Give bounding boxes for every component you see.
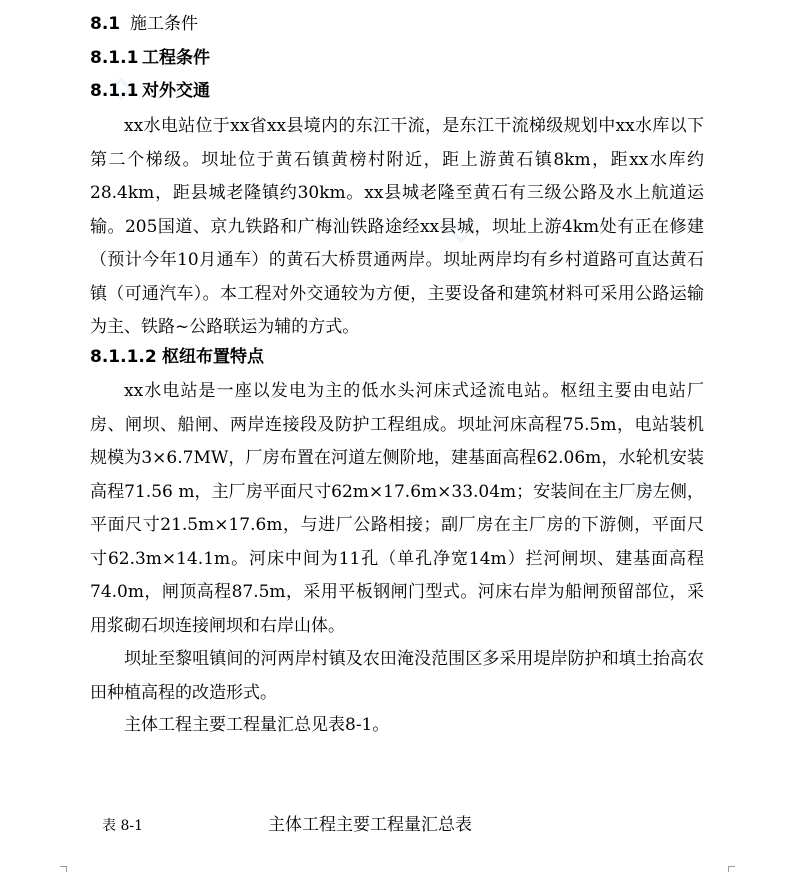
crop-mark bbox=[729, 866, 735, 867]
paragraph-hub-layout: xx水电站是一座以发电为主的低水头河床式迳流电站。枢纽主要由电站厂房、闸坝、船闸、两岸连接段及防护工程组成。坝址河床高程75.5m，电站装机规模为3×6.7MW，厂房布置在河道左侧阶地，建基面高程62.06m，水轮机安装高程71.56 m，主厂房平面尺寸62m×17.6m×33.04m；安装间在主厂房左侧，平面尺寸21.5m×17.6m，与进厂公路相接；副厂房在主厂房的下游侧，平面尺寸62.3m×14.1m。河床中间为11孔（单孔净宽14m）拦河闸坝、建基面高程 74.0m，闸顶高程87.5m，采用平板钢闸门型式。河床右岸为船闸预留部位，采用浆砌石坝连接闸坝和右岸山体。 bbox=[90, 381, 704, 636]
paragraph-external-traffic: xx水电站位于xx省xx县境内的东江干流，是东江干流梯级规划中xx水库以下第二个梯级。坝址位于黄石镇黄榜村附近，距上游黄石镇8km，距xx水库约28.4km，距县城老隆镇约30km。xx县城老隆至黄石有三级公路及水上航道运输。205国道、京九铁路和广梅汕铁路途经xx县城，坝址上游4km处有正在修建（预计今年10月通车）的黄石大桥贯通两岸。坝址两岸均有乡村道路可直达黄石镇（可通汽车）。本工程对外交通较为方便，主要设备和建筑材料可采用公路运输为主、铁路~公路联运为辅的方式。 bbox=[90, 116, 704, 337]
section-heading-8-1 bbox=[90, 13, 198, 35]
crop-mark bbox=[66, 866, 67, 872]
section-number: 8.1.1.2 bbox=[90, 347, 157, 367]
table-title: 主体工程主要工程量汇总表 bbox=[268, 815, 472, 835]
crop-mark bbox=[60, 866, 66, 867]
section-heading-hub-layout bbox=[90, 346, 264, 368]
section-number: 8.1 bbox=[90, 14, 121, 34]
section-title: 施工条件 bbox=[130, 14, 198, 34]
paragraph-table-reference: 主体工程主要工程量汇总见表8-1。 bbox=[124, 715, 390, 735]
section-number: 8.1.1 bbox=[90, 48, 139, 68]
section-title: 工程条件 bbox=[142, 48, 210, 68]
section-number: 8.1.1 bbox=[90, 81, 139, 101]
section-title: 枢纽布置特点 bbox=[162, 347, 264, 367]
section-title: 对外交通 bbox=[142, 81, 210, 101]
section-heading-8-1-1 bbox=[90, 47, 210, 69]
paragraph-flood-protection: 坝址至黎咀镇间的河两岸村镇及农田淹没范围区多采用堤岸防护和填土抬高农田种植高程的改造形式。 bbox=[90, 649, 704, 703]
table-caption: 表 8-1 bbox=[102, 818, 143, 834]
section-heading-external-traffic bbox=[90, 80, 210, 102]
